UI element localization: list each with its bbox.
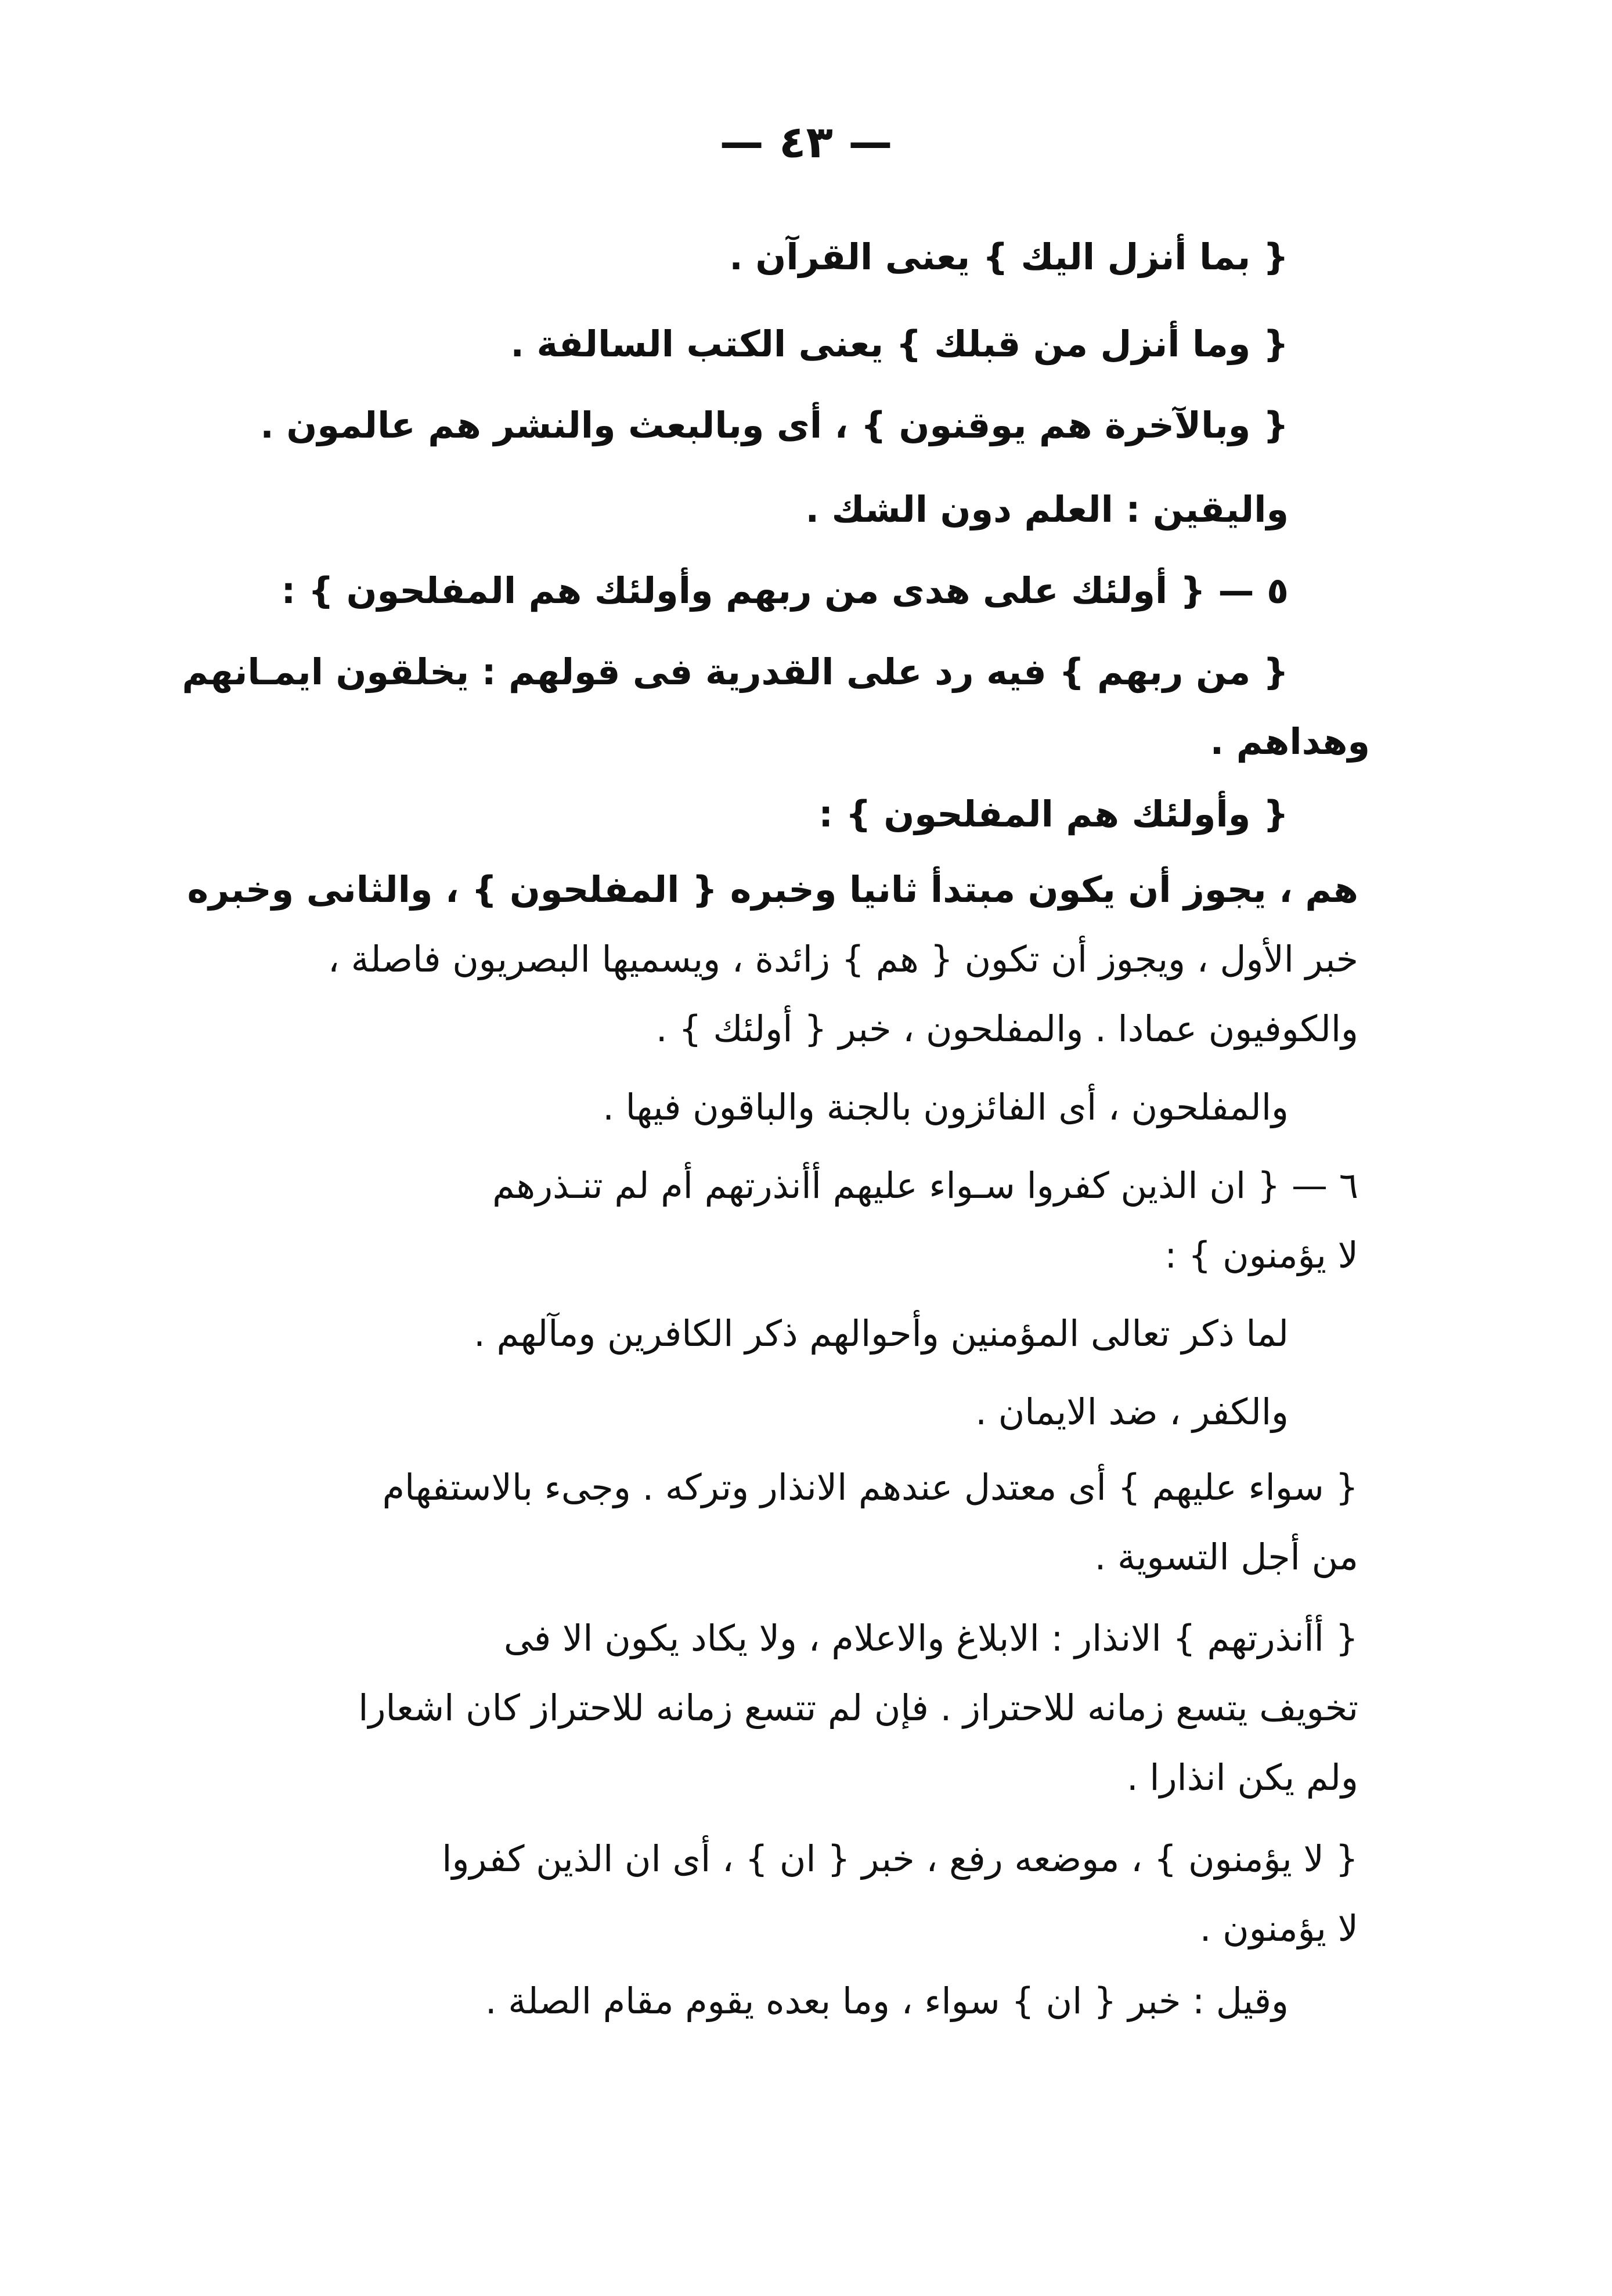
text-line: وهداهم . [1210, 720, 1370, 763]
text-line: والكفر ، ضد الايمان . [975, 1391, 1289, 1433]
text-line: { أأنذرتهم } الانذار : الابلاغ والاعلام ، ولا يكاد يكون الا فى [503, 1617, 1358, 1659]
text-line: { لا يؤمنون } ، موضعه رفع ، خبر { ان } ، أى ان الذين كفروا [442, 1837, 1358, 1880]
text-line: من أجل التسوية . [1094, 1536, 1358, 1578]
text-line: ولم يكن انذارا . [1126, 1756, 1358, 1799]
text-line: لا يؤمنون . [1199, 1907, 1358, 1950]
text-line: { سواء عليهم } أى معتدل عندهم الانذار وتركه . وجىء بالاستفهام [382, 1466, 1358, 1508]
text-line: { من ربهم } فيه رد على القدرية فى قولهم : يخلقون ايمـانهم [182, 651, 1289, 693]
text-line: ٥ — { أولئك على هدى من ربهم وأولئك هم المفلحون } : [281, 569, 1289, 612]
text-line: { بما أنزل اليك } يعنى القرآن . [729, 236, 1289, 278]
text-line: لما ذكر تعالى المؤمنين وأحوالهم ذكر الكافرين ومآلهم . [474, 1312, 1289, 1355]
text-line: { وأولئك هم المفلحون } : [818, 793, 1289, 835]
text-line: خبر الأول ، ويجوز أن تكون { هم } زائدة ، ويسميها البصريون فاصلة ، [327, 938, 1358, 980]
text-line: واليقين : العلم دون الشك . [805, 488, 1289, 530]
text-line: { وبالآخرة هم يوقنون } ، أى وبالبعث والنشر هم عالمون . [260, 404, 1289, 446]
text-line: تخويف يتسع زمانه للاحتراز . فإن لم تتسع زمانه للاحتراز كان اشعارا [358, 1687, 1358, 1729]
text-line: لا يؤمنون } : [1164, 1234, 1358, 1276]
text-line: ٦ — { ان الذين كفروا سـواء عليهم أأنذرتهم أم لم تنـذرهم [492, 1164, 1358, 1207]
page-number: — ٤٣ — [719, 116, 893, 168]
text-line: والكوفيون عمادا . والمفلحون ، خبر { أولئك } . [655, 1008, 1358, 1050]
text-line: وقيل : خبر { ان } سواء ، وما بعده يقوم مقام الصلة . [485, 1980, 1289, 2022]
text-line: { وما أنزل من قبلك } يعنى الكتب السالفة . [510, 323, 1289, 365]
body-text [182, 221, 1370, 2022]
text-line: والمفلحون ، أى الفائزون بالجنة والباقون فيها . [603, 1086, 1289, 1128]
text-line: هم ، يجوز أن يكون مبتدأ ثانيا وخبره { المفلحون } ، والثانى وخبره [187, 868, 1358, 911]
